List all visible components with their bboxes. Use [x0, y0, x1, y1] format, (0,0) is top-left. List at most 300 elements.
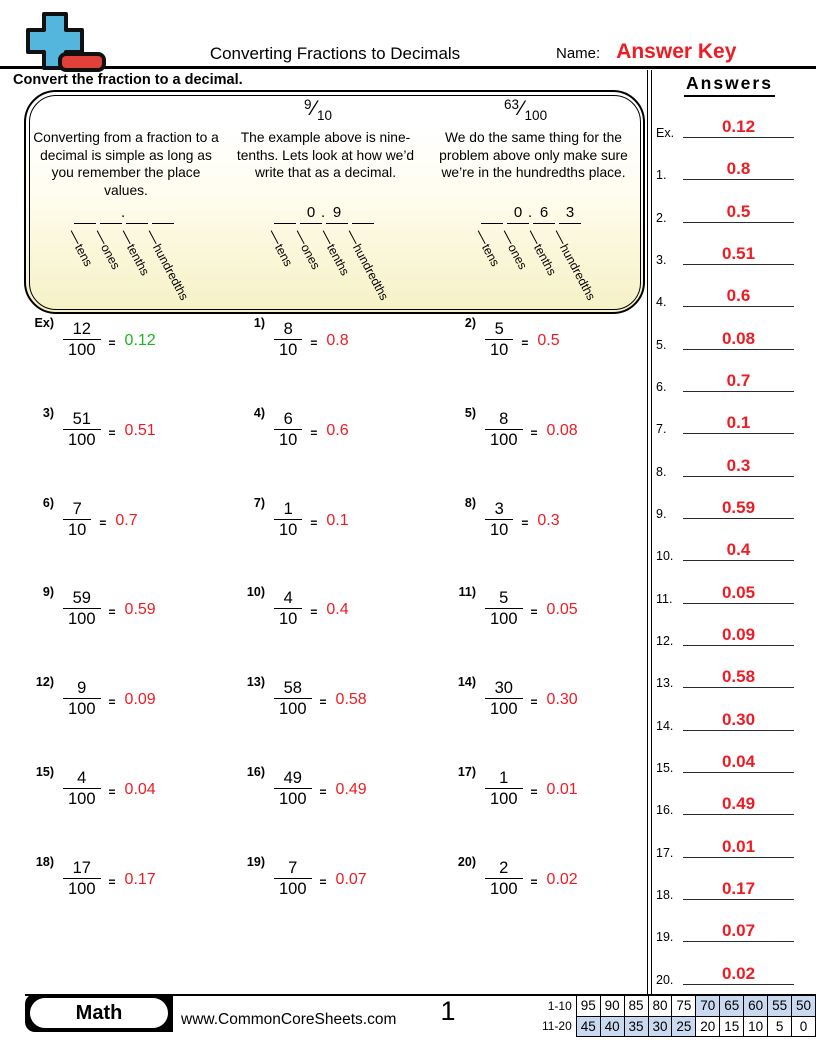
- equals-sign: =: [310, 605, 318, 620]
- answer-row-4: [652, 265, 816, 310]
- place-value-label-tenths: tenths: [317, 228, 351, 277]
- problem-15: [22, 764, 233, 854]
- place-value-diagram: [479, 204, 599, 304]
- equals-sign: =: [310, 425, 318, 440]
- problem-answer: 0.3: [537, 511, 560, 529]
- problem-20: [444, 854, 647, 944]
- fraction-denominator: 10: [274, 608, 302, 630]
- problem-number: 7): [253, 495, 265, 510]
- place-value-label-ones: ones: [498, 228, 529, 271]
- problem-fraction: [63, 859, 101, 900]
- problem-answer: 0.01: [546, 780, 578, 798]
- problem-6: [22, 495, 233, 585]
- problem-9: [22, 584, 233, 674]
- place-value-digit: 9: [332, 204, 342, 221]
- problem-answer: 0.09: [124, 691, 156, 709]
- grade-cell: 65: [720, 996, 744, 1017]
- problem-number: 11): [458, 585, 476, 600]
- answer-value: 0.58: [721, 667, 756, 687]
- equals-sign: =: [99, 515, 107, 530]
- fraction-numerator: 30: [494, 679, 513, 698]
- answer-row-15: [652, 731, 816, 776]
- problem-number: 16): [246, 764, 265, 779]
- fraction-denominator: 100: [63, 429, 101, 451]
- equals-sign: =: [108, 425, 116, 440]
- problem-number: 17): [457, 764, 476, 779]
- answer-number: 3.: [656, 252, 667, 267]
- fraction-numerator: 8: [283, 320, 293, 338]
- problem-answer: 0.6: [326, 421, 349, 439]
- problem-5: [444, 405, 647, 495]
- place-value-slot: [507, 207, 529, 224]
- fraction-denominator: 100: [485, 788, 523, 810]
- fraction-denominator: 100: [485, 878, 523, 900]
- fraction-denominator: 100: [485, 608, 523, 630]
- problem-19: [233, 854, 444, 944]
- name-row: [556, 40, 736, 64]
- fraction-numerator: 63: [504, 97, 520, 112]
- plus-minus-icon: [14, 10, 106, 74]
- problem-fraction: [485, 859, 523, 900]
- fraction-denominator: 100: [485, 698, 523, 720]
- answer-row-14: [652, 688, 816, 733]
- answer-number: 2.: [656, 210, 667, 225]
- fraction-denominator: 10: [63, 519, 91, 541]
- grade-table: [530, 995, 816, 1037]
- problems-grid: [22, 315, 647, 944]
- fraction-denominator: 10: [274, 339, 302, 361]
- problem-number: Ex): [34, 316, 54, 330]
- place-value-label-hundredths: hundredths: [550, 228, 597, 302]
- grade-cell: 0: [792, 1016, 816, 1037]
- answer-number: 19.: [656, 930, 674, 945]
- equals-sign: =: [530, 425, 538, 440]
- place-value-digit: 0: [513, 204, 523, 221]
- fraction-denominator: 10: [485, 339, 513, 361]
- problem-number: 8): [464, 495, 476, 510]
- equals-sign: =: [108, 695, 116, 710]
- equals-sign: =: [108, 784, 116, 799]
- answer-row-18: [652, 858, 816, 903]
- place-value-diagram: [272, 204, 392, 304]
- problem-number: 2): [464, 316, 476, 330]
- fraction-numerator: 4: [77, 768, 87, 787]
- answer-number: 18.: [656, 888, 674, 903]
- example-fraction-63-100: [504, 97, 547, 121]
- problem-number: 14): [457, 675, 476, 690]
- fraction-numerator: 7: [72, 499, 82, 518]
- problem-answer: 0.08: [546, 421, 578, 439]
- grade-cell: 50: [792, 996, 816, 1017]
- fraction-slash: ⁄: [312, 97, 317, 120]
- grade-cell: 5: [768, 1016, 792, 1037]
- answer-row-8: [652, 434, 816, 479]
- problem-14: [444, 674, 647, 764]
- problem-17: [444, 764, 647, 854]
- answer-number: 7.: [656, 422, 667, 437]
- equals-sign: =: [319, 784, 327, 799]
- answer-row-17: [652, 815, 816, 860]
- fraction-numerator: 12: [72, 320, 91, 338]
- fraction-numerator: 5: [499, 589, 509, 608]
- equals-sign: =: [530, 784, 538, 799]
- problem-number: 4): [253, 405, 265, 420]
- problem-fraction: [274, 320, 302, 361]
- equals-sign: =: [319, 695, 327, 710]
- place-value-slot: [126, 207, 148, 224]
- grade-cell: 35: [624, 1016, 648, 1037]
- place-value-label-ones: ones: [91, 228, 122, 271]
- problem-answer: 0.05: [546, 601, 578, 619]
- fraction-denominator: 10: [485, 519, 513, 541]
- equals-sign: =: [108, 605, 116, 620]
- answers-heading: Answers: [684, 73, 775, 97]
- answer-value: 0.49: [721, 794, 756, 814]
- answer-number: 14.: [656, 718, 674, 733]
- place-value-slot: [352, 207, 374, 224]
- decimal-point: .: [528, 204, 533, 221]
- place-value-slot: [481, 207, 503, 224]
- problem-answer: 0.07: [335, 870, 367, 888]
- problem-number: 13): [246, 675, 265, 690]
- directions-text: Convert the fraction to a decimal.: [13, 72, 243, 88]
- math-badge-label: Math: [30, 998, 168, 1028]
- problem-fraction: [63, 769, 101, 810]
- answer-row-5: [652, 307, 816, 352]
- grade-cell: 90: [600, 996, 624, 1017]
- problem-11: [444, 584, 647, 674]
- grade-cell: 40: [600, 1016, 624, 1037]
- problem-16: [233, 764, 444, 854]
- fraction-numerator: 58: [283, 679, 302, 698]
- answer-number: 13.: [656, 676, 674, 691]
- grade-cell: 25: [672, 1016, 696, 1037]
- answer-number: 11.: [656, 591, 673, 606]
- answer-number: Ex.: [656, 125, 675, 140]
- fraction-denominator: 100: [63, 608, 101, 630]
- grade-cell: 10: [744, 1016, 768, 1037]
- equals-sign: =: [310, 515, 318, 530]
- problem-fraction: [274, 679, 312, 720]
- fraction-numerator: 8: [499, 409, 509, 428]
- problem-number: 15): [35, 764, 54, 779]
- problem-13: [233, 674, 444, 764]
- fraction-denominator: 100: [274, 698, 312, 720]
- problem-fraction: [485, 500, 513, 541]
- equals-sign: =: [521, 515, 529, 530]
- answer-row-12: [652, 604, 816, 649]
- fraction-denominator: 100: [524, 108, 548, 123]
- answer-value: 0.51: [721, 243, 756, 263]
- problem-answer: 0.17: [124, 870, 156, 888]
- problem-Ex: [22, 315, 233, 405]
- problem-number: 12): [35, 675, 54, 690]
- answer-row-10: [652, 519, 816, 564]
- header-rule: [0, 66, 816, 69]
- problem-1: [233, 315, 444, 405]
- answer-value: 0.08: [721, 328, 756, 348]
- fraction-numerator: 1: [499, 768, 509, 787]
- equals-sign: =: [108, 874, 116, 889]
- equals-sign: =: [521, 336, 529, 350]
- answer-value: 0.12: [721, 116, 756, 136]
- answer-row-9: [652, 477, 816, 522]
- problem-number: 9): [42, 585, 54, 600]
- equals-sign: =: [530, 695, 538, 710]
- problem-answer: 0.7: [115, 511, 138, 529]
- answer-value: 0.3: [726, 455, 751, 475]
- problem-fraction: [63, 320, 101, 361]
- math-badge: [25, 994, 173, 1032]
- equals-sign: =: [310, 336, 318, 350]
- problem-10: [233, 584, 444, 674]
- answer-number: 17.: [656, 845, 674, 860]
- answer-blank-line: [683, 984, 794, 985]
- problem-fraction: [274, 410, 302, 451]
- answer-value: 0.05: [721, 582, 756, 602]
- fraction-numerator: 59: [72, 589, 91, 608]
- fraction-denominator: 10: [274, 519, 302, 541]
- problem-7: [233, 495, 444, 585]
- place-value-label-ones: ones: [291, 228, 322, 271]
- problem-number: 20): [457, 854, 476, 869]
- page-number: 1: [440, 996, 456, 1026]
- grade-cell: 95: [576, 996, 600, 1017]
- place-value-slot: [152, 207, 174, 224]
- place-value-slot: [274, 207, 296, 224]
- place-value-digit: 0: [306, 204, 316, 221]
- answer-row-13: [652, 646, 816, 691]
- answer-row-2: [652, 180, 816, 225]
- answer-number: 4.: [656, 295, 667, 310]
- place-value-digit: 6: [539, 204, 549, 221]
- place-value-slot: [100, 207, 122, 224]
- answers-divider: [647, 70, 652, 994]
- grade-row-label: 11-20: [541, 1019, 572, 1034]
- problem-answer: 0.5: [537, 332, 560, 349]
- fraction-denominator: 10: [317, 108, 333, 123]
- fraction-denominator: 100: [63, 698, 101, 720]
- problem-4: [233, 405, 444, 495]
- grade-cell: 15: [720, 1016, 744, 1037]
- problem-8: [444, 495, 647, 585]
- grade-cell: 55: [768, 996, 792, 1017]
- place-value-label-tens: tens: [472, 228, 501, 268]
- fraction-denominator: 100: [485, 429, 523, 451]
- answer-value: 0.17: [721, 879, 756, 899]
- grade-cell: 70: [696, 996, 720, 1017]
- answer-row-1: [652, 138, 816, 183]
- place-value-label-tenths: tenths: [117, 228, 151, 277]
- fraction-numerator: 4: [283, 589, 293, 608]
- problem-fraction: [485, 320, 513, 361]
- place-value-label-hundredths: hundredths: [143, 228, 190, 302]
- fraction-numerator: 5: [494, 320, 504, 338]
- problem-2: [444, 315, 647, 405]
- equals-sign: =: [319, 874, 327, 889]
- grade-cell: 80: [648, 996, 672, 1017]
- example-paragraphs: [28, 129, 640, 199]
- answer-number: 1.: [656, 168, 667, 183]
- example-box: [24, 90, 645, 314]
- grade-cell: 45: [576, 1016, 600, 1037]
- problem-fraction: [63, 500, 91, 541]
- problem-answer: 0.49: [335, 780, 367, 798]
- problem-answer: 0.59: [124, 601, 156, 619]
- fraction-numerator: 49: [283, 768, 302, 787]
- answer-value: 0.09: [721, 625, 756, 645]
- answer-number: 6.: [656, 380, 667, 394]
- problem-number: 10): [246, 585, 265, 600]
- answer-row-19: [652, 900, 816, 945]
- answer-number: 15.: [656, 761, 674, 776]
- problem-answer: 0.02: [546, 870, 578, 888]
- page-title: Converting Fractions to Decimals: [209, 44, 461, 63]
- grade-row-label: 1-10: [547, 998, 572, 1013]
- problem-18: [22, 854, 233, 944]
- fraction-numerator: 51: [72, 409, 91, 428]
- problem-answer: 0.12: [124, 332, 156, 349]
- grade-cell: 30: [648, 1016, 672, 1037]
- problem-answer: 0.30: [546, 691, 578, 709]
- grading-table: [530, 995, 816, 1037]
- problem-answer: 0.04: [124, 780, 156, 798]
- answer-row-6: [652, 350, 816, 392]
- answer-number: 8.: [656, 464, 667, 479]
- equals-sign: =: [108, 336, 116, 350]
- answer-value: 0.1: [726, 413, 751, 433]
- place-value-slot: [74, 207, 96, 224]
- problem-answer: 0.58: [335, 691, 367, 709]
- problem-fraction: [274, 769, 312, 810]
- answer-value: 0.07: [721, 921, 756, 941]
- problem-answer: 0.4: [326, 601, 349, 619]
- problem-number: 5): [464, 405, 476, 420]
- answer-value: 0.5: [726, 201, 751, 221]
- fraction-slash: ⁄: [520, 97, 524, 120]
- answer-value: 0.7: [726, 371, 751, 390]
- grade-cell: 20: [696, 1016, 720, 1037]
- problem-12: [22, 674, 233, 764]
- fraction-numerator: 7: [288, 858, 298, 877]
- fraction-denominator: 100: [274, 878, 312, 900]
- problem-fraction: [485, 679, 523, 720]
- answer-row-20: [652, 942, 816, 987]
- problem-fraction: [485, 410, 523, 451]
- fraction-numerator: 2: [499, 858, 509, 877]
- equals-sign: =: [530, 605, 538, 620]
- place-value-slot: [326, 207, 348, 224]
- answers-list: [652, 96, 816, 985]
- problem-number: 19): [246, 854, 265, 869]
- place-value-digit: 3: [565, 204, 575, 221]
- problem-fraction: [274, 589, 302, 630]
- grade-cell: 75: [672, 996, 696, 1017]
- fraction-numerator: 17: [72, 858, 91, 877]
- answer-number: 10.: [656, 549, 674, 564]
- fraction-numerator: 1: [283, 499, 293, 518]
- answer-row-11: [652, 561, 816, 606]
- problem-number: 3): [42, 405, 54, 420]
- name-value: Answer Key: [616, 40, 737, 63]
- problem-3: [22, 405, 233, 495]
- website-text: www.CommonCoreSheets.com: [181, 1011, 397, 1028]
- problem-answer: 0.1: [326, 511, 349, 529]
- grade-cell: 60: [744, 996, 768, 1017]
- problem-fraction: [63, 679, 101, 720]
- place-value-label-tens: tens: [65, 228, 94, 268]
- problem-fraction: [63, 589, 101, 630]
- problem-fraction: [485, 589, 523, 630]
- answer-value: 0.30: [721, 709, 756, 729]
- place-value-slot: [300, 207, 322, 224]
- problem-number: 1): [253, 316, 265, 330]
- paragraph-3: We do the same thing for the problem above only make sure we’re in the hundredths place.: [439, 130, 628, 181]
- answer-number: 5.: [656, 337, 667, 352]
- answer-row-Ex: [652, 96, 816, 138]
- grade-cell: 85: [624, 996, 648, 1017]
- example-fraction-9-10: [304, 97, 332, 121]
- place-value-label-hundredths: hundredths: [343, 228, 390, 302]
- fraction-denominator: 100: [63, 788, 101, 810]
- problem-fraction: [274, 500, 302, 541]
- fraction-denominator: 10: [274, 429, 302, 451]
- answer-number: 16.: [656, 803, 674, 818]
- answer-value: 0.59: [721, 498, 756, 518]
- answer-row-16: [652, 773, 816, 818]
- answer-row-7: [652, 392, 816, 437]
- fraction-denominator: 100: [274, 788, 312, 810]
- problem-number: 6): [42, 495, 54, 510]
- answer-number: 12.: [656, 634, 674, 649]
- answer-value: 0.4: [726, 540, 751, 560]
- paragraph-1: Converting from a fraction to a decimal is simple as long as you remember the place values.: [33, 130, 219, 198]
- fraction-numerator: 6: [283, 409, 293, 428]
- commoncoresheets-logo: [14, 10, 106, 79]
- place-value-label-tens: tens: [265, 228, 294, 268]
- name-label: Name:: [556, 45, 601, 62]
- answer-value: 0.6: [726, 286, 751, 306]
- fraction-numerator: 9: [77, 679, 87, 698]
- answer-number: 20.: [656, 972, 674, 987]
- answer-number: 9.: [656, 507, 667, 522]
- decimal-point: .: [121, 204, 126, 221]
- equals-sign: =: [530, 874, 538, 889]
- grade-row: [530, 1016, 816, 1037]
- answer-value: 0.8: [726, 159, 751, 179]
- paragraph-2: The example above is nine-tenths. Lets look at how we’d write that as a decimal.: [236, 130, 415, 181]
- place-value-label-tenths: tenths: [524, 228, 558, 277]
- problem-fraction: [63, 410, 101, 451]
- answer-value: 0.01: [721, 836, 756, 856]
- problem-answer: 0.8: [326, 332, 349, 349]
- problem-fraction: [485, 769, 523, 810]
- grade-row: [530, 996, 816, 1017]
- decimal-point: .: [321, 204, 326, 221]
- answer-value: 0.02: [721, 963, 756, 983]
- fraction-denominator: 100: [63, 878, 101, 900]
- fraction-denominator: 100: [63, 339, 101, 361]
- fraction-numerator: 9: [304, 97, 312, 112]
- place-value-diagram: [72, 204, 192, 304]
- fraction-numerator: 3: [494, 499, 504, 518]
- place-value-slot: [533, 207, 555, 224]
- problem-number: 18): [35, 854, 54, 869]
- problem-answer: 0.51: [124, 421, 156, 439]
- place-value-slot: [559, 207, 581, 224]
- answer-value: 0.04: [721, 752, 756, 772]
- problem-fraction: [274, 859, 312, 900]
